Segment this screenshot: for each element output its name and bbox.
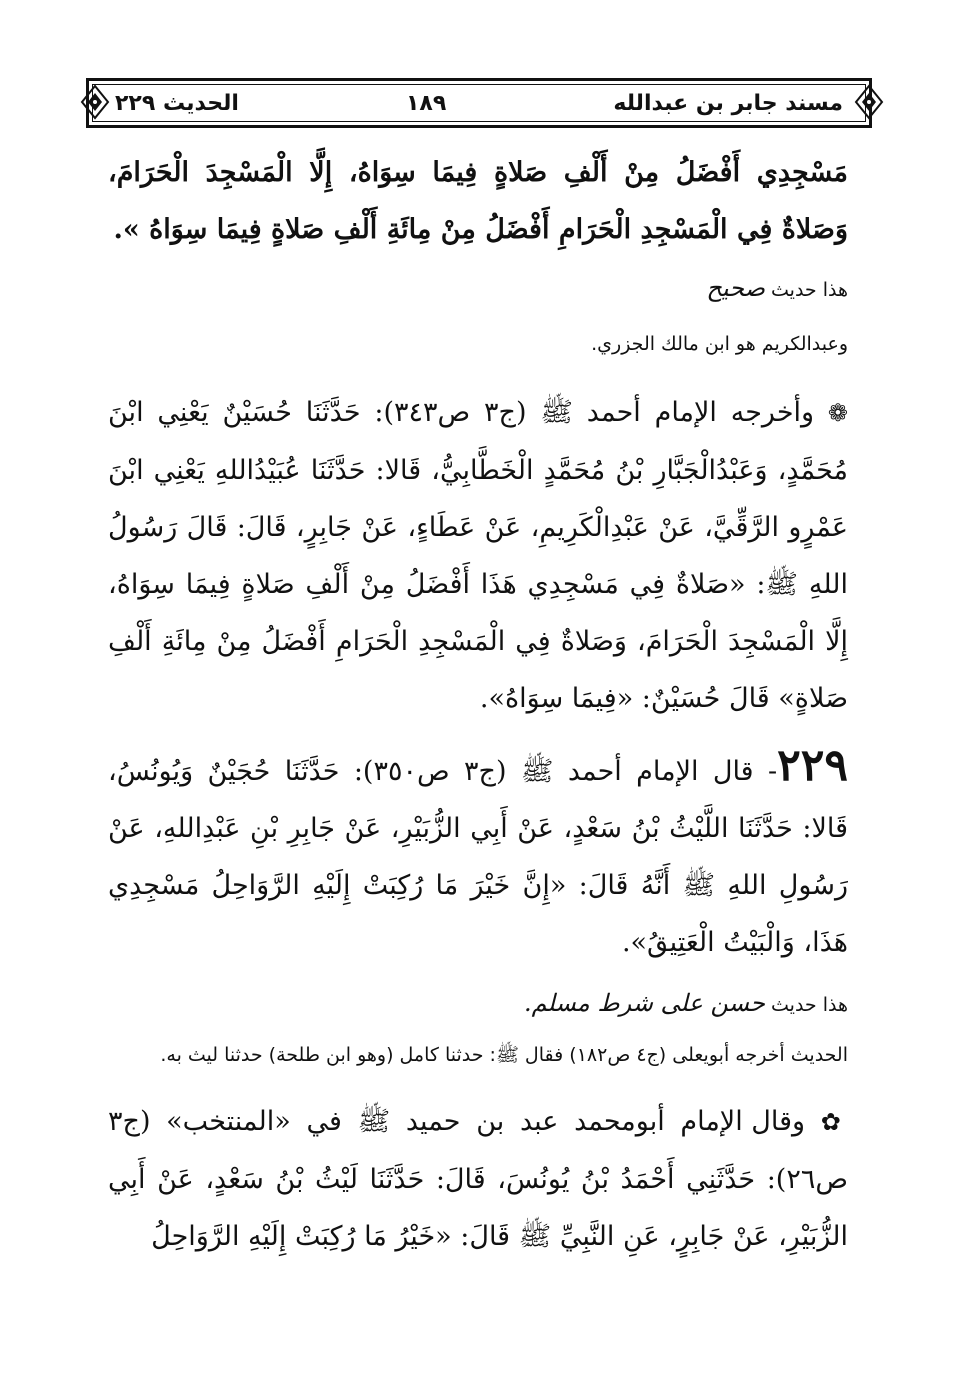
hadith-text: - قال الإمام أحمد ﷺ (ج٣ ص٣٥٠): حَدَّثَنَا حُجَيْنٌ وَيُونُسُ، قَالا: حَدَّثَنَا اللَّيْثُ بْنُ سَعْدٍ، عَنْ أَبِي الزُّبَيْرِ، عَنْ جَابِرِ بْنِ عَبْدِاللهِ، عَنْ رَسُولِ اللهِ ﷺ أَنَّهُ قَالَ: «إِنَّ خَيْرَ مَا رُكِبَتْ إِلَيْهِ الرَّوَاحِلُ مَسْجِدِي هَذَا، وَالْبَيْتُ الْعَتِيقُ». <box>108 756 848 958</box>
takhrij-text: وأخرجه الإمام أحمد ﷺ (ج٣ ص٣٤٣): حَدَّثَنَا حُسَيْنٌ يَعْنِي ابْنَ مُحَمَّدٍ، وَعَبْدُالْجَبَّارِ بْنُ مُحَمَّدٍ الْخَطَّابِيُّ، قَالا: حَدَّثَنَا عُبَيْدُاللهِ يَعْنِي ابْنَ عَمْرٍو الرَّقِّيَّ، عَنْ عَبْدِالْكَرِيمِ، عَنْ عَطَاءٍ، عَنْ جَابِرٍ، قَالَ: قَالَ رَسُولُ اللهِ ﷺ: «صَلاةٌ فِي مَسْجِدِي هَذَا أَفْضَلُ مِنْ أَلْفِ صَلاةٍ فِيمَا سِوَاهُ، إِلَّا الْمَسْجِدَ الْحَرَامَ، وَصَلاةٌ فِي الْمَسْجِدِ الْحَرَامِ أَفْضَلُ مِنْ مِائَةِ أَلْفِ صَلاةٍ» قَالَ حُسَيْنٌ: «فِيمَا سِوَاهُ». <box>108 397 848 714</box>
page-header <box>86 78 872 128</box>
paragraph-continuation: مَسْجِدِي أَفْضَلُ مِنْ أَلْفِ صَلاةٍ فِيمَا سِوَاهُ، إِلَّا الْمَسْجِدَ الْحَرَامَ، وَصَلاةٌ فِي الْمَسْجِدِ الْحَرَامِ أَفْضَلُ مِنْ مِائَةِ أَلْفِ صَلاةٍ فِيمَا سِوَاهُ ». <box>108 157 848 245</box>
grading-note <box>108 983 848 1025</box>
book-title: مسند جابر بن عبدالله <box>613 90 843 116</box>
abd-bin-humayd-paragraph <box>108 1093 848 1265</box>
abd-bin-humayd-text: وقال الإمام أبومحمد عبد بن حميد ﷺ في «المنتخب» (ج٣ ص٢٦): حَدَّثَنِي أَحْمَدُ بْنُ يُونُسَ، قَالَ: حَدَّثَنَا لَيْثُ بْنُ سَعْدٍ، عَنْ أَبِي الزُّبَيْرِ، عَنْ جَابِرٍ، عَنِ النَّبِيِّ ﷺ قَالَ: «خَيْرُ مَا رُكِبَتْ إِلَيْهِ الرَّوَاحِلُ <box>108 1106 848 1252</box>
hadith-paragraph <box>108 737 848 971</box>
grading-value: صحيح <box>706 274 765 302</box>
page-number: ١٨٩ <box>405 90 447 116</box>
flower-bullet-icon: ❁ <box>827 399 849 427</box>
abu-yala-note: الحديث أخرجه أبويعلى (ج٤ ص١٨٢) فقال ﷺ: حدثنا كامل (وهو ابن طلحة) حدثنا ليث به. <box>160 1044 848 1066</box>
grading-label: هذا حديث <box>771 994 848 1016</box>
narrator-note: وعبدالكريم هو ابن مالك الجزري. <box>591 333 848 355</box>
ornament-icon <box>852 84 886 120</box>
hadith-number-large: ٢٢٩ <box>777 740 848 791</box>
ornament-icon <box>78 84 112 120</box>
grading-value: حسن على شرط مسلم. <box>523 989 765 1017</box>
hadith-number: الحديث ٢٢٩ <box>115 90 239 116</box>
page-body <box>108 140 848 1265</box>
grading-label: هذا حديث <box>771 279 848 301</box>
takhrij-paragraph <box>108 384 848 727</box>
flower-bullet-icon: ✿ <box>820 1108 848 1136</box>
grading-note <box>108 268 848 310</box>
